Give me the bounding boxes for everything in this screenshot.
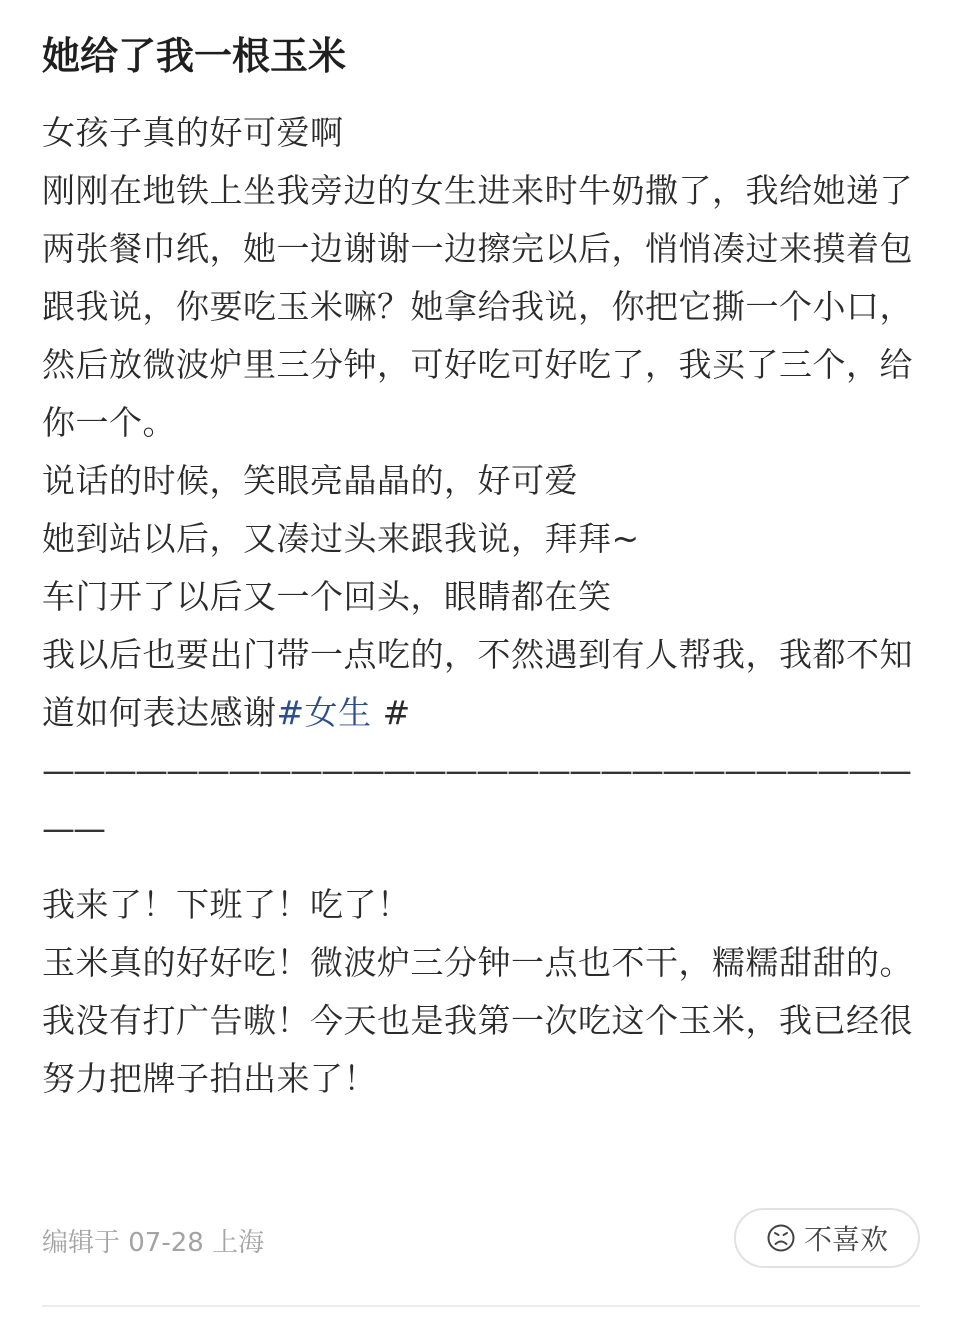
bottom-divider [42, 1305, 920, 1307]
dislike-button[interactable] [734, 1208, 920, 1268]
post-body [42, 104, 918, 1108]
body-text: 我以后也要出门带一点吃的，不然遇到有人帮我，我都不知道如何表达感谢 [42, 635, 913, 732]
post-title: 她给了我一根玉米 [42, 34, 347, 78]
hashtag-link[interactable]: #女生 [276, 693, 372, 732]
update-line: 我来了！下班了！吃了！ [42, 885, 411, 924]
body-line: 说话的时候，笑眼亮晶晶的，好可爱 [42, 461, 578, 500]
separator-line: —————————————————————————————— [42, 751, 910, 848]
update-paragraph: 玉米真的好好吃！微波炉三分钟一点也不干，糯糯甜甜的。我没有打广告嗷！今天也是我第一次吃这个玉米，我已经很努力把牌子拍出来了！ [42, 943, 913, 1098]
spacer [42, 858, 918, 876]
frown-face-icon [766, 1223, 796, 1253]
body-line: 车门开了以后又一个回头，眼睛都在笑 [42, 577, 612, 616]
hashtag-end: # [371, 693, 411, 732]
edit-meta: 编辑于 07-28 上海 [42, 1228, 265, 1258]
dislike-label: 不喜欢 [803, 1223, 888, 1256]
body-line: 她到站以后，又凑过头来跟我说，拜拜~ [42, 519, 640, 558]
body-line: 女孩子真的好可爱啊 [42, 113, 344, 152]
body-paragraph-with-hashtag [42, 626, 918, 742]
body-paragraph: 刚刚在地铁上坐我旁边的女生进来时牛奶撒了，我给她递了两张餐巾纸，她一边谢谢一边擦完以后，悄悄凑过来摸着包跟我说，你要吃玉米嘛？她拿给我说，你把它撕一个小口，然后放微波炉里三分钟，可好吃可好吃了，我买了三个，给你一个。 [42, 171, 913, 442]
post-footer [42, 1208, 920, 1272]
